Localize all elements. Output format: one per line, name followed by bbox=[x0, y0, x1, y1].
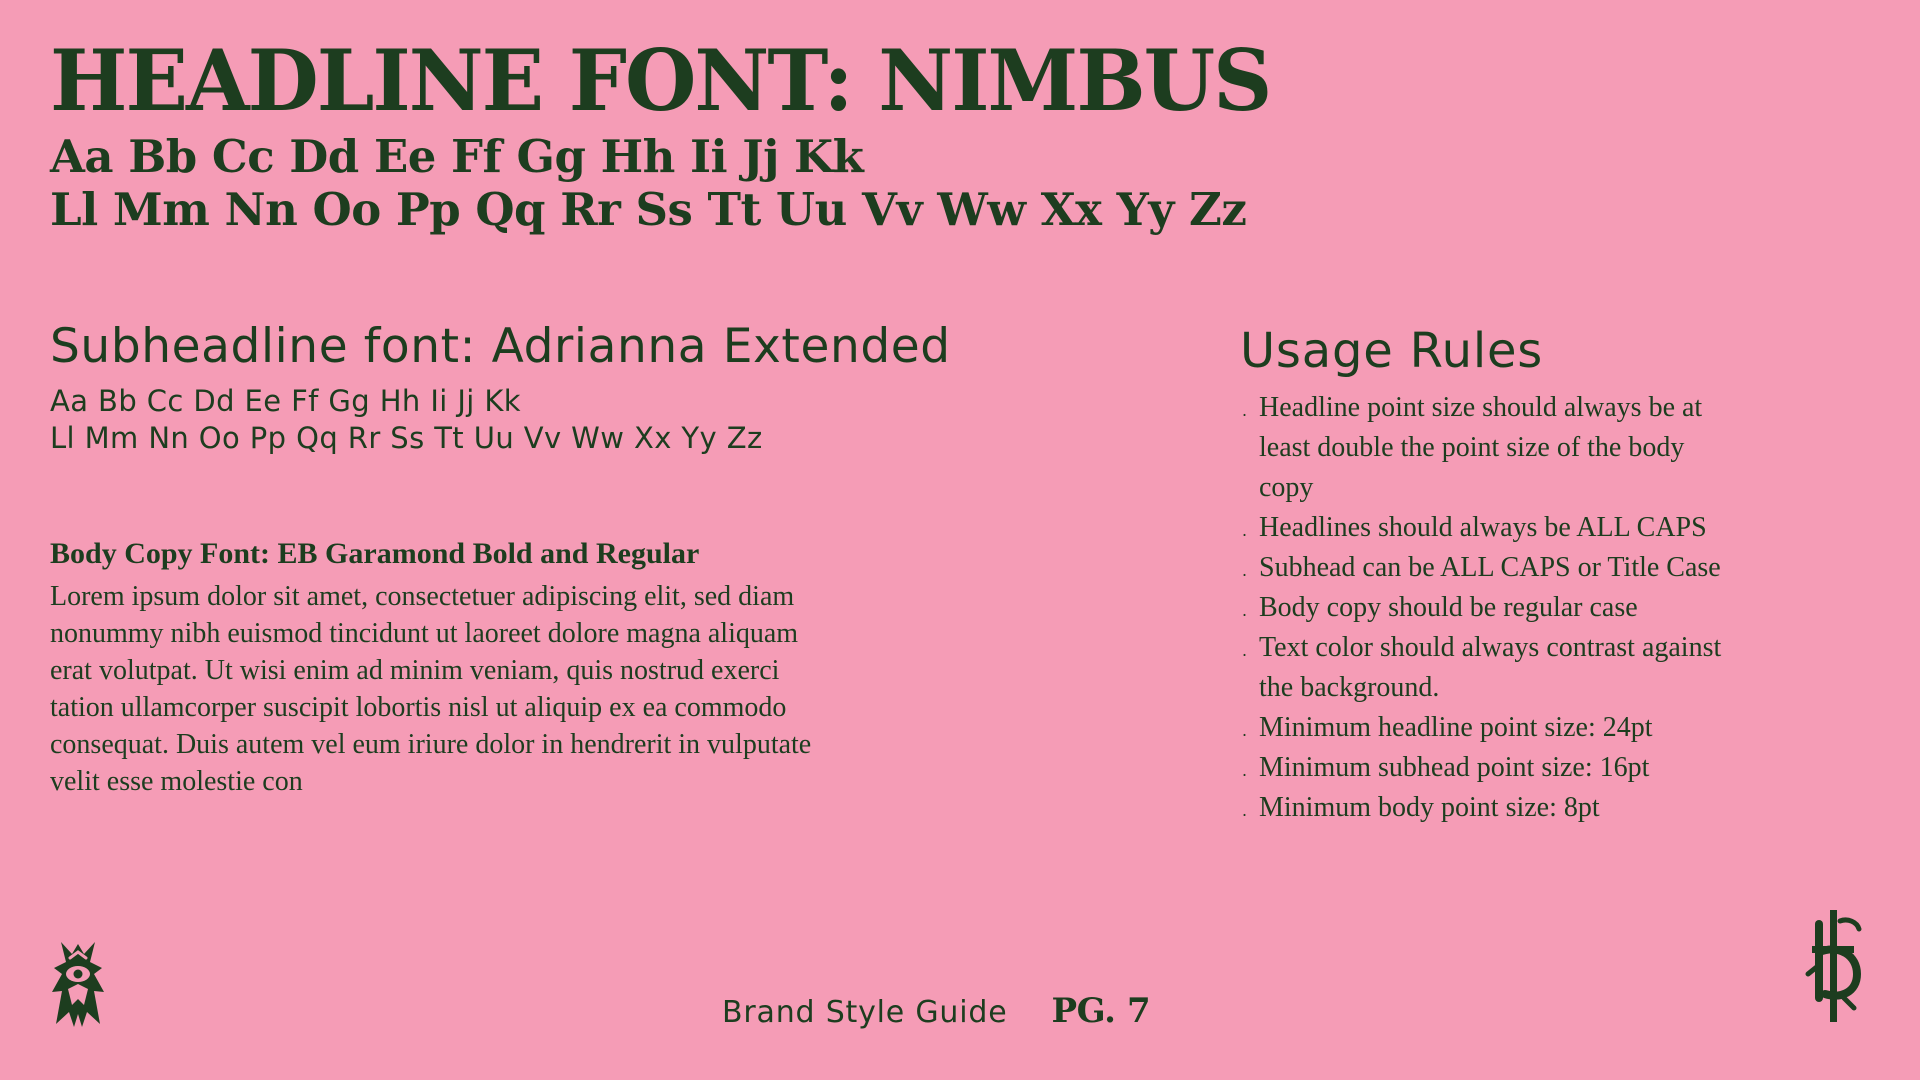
usage-rule-text: Headlines should always be ALL CAPS bbox=[1259, 511, 1707, 543]
body-copy-line: velit esse molestie con bbox=[50, 766, 303, 797]
body-copy-line: Lorem ipsum dolor sit amet, consectetuer adipiscing elit, sed diam bbox=[50, 581, 795, 612]
subheadline-font-section bbox=[50, 319, 1170, 457]
monogram-cross-icon bbox=[1804, 904, 1866, 1030]
usage-rule-line: the background. bbox=[1259, 671, 1440, 703]
usage-rule-item bbox=[1240, 508, 1760, 548]
subheadline-font-title: Subheadline font: Adrianna Extended bbox=[50, 319, 951, 374]
body-copy-section bbox=[50, 536, 920, 800]
body-copy-line: erat volutpat. Ut wisi enim ad minim veniam, quis nostrud exerci bbox=[50, 655, 780, 686]
bullet-icon: · bbox=[1241, 724, 1248, 745]
usage-rule-item bbox=[1240, 548, 1760, 588]
bullet-icon: · bbox=[1241, 604, 1248, 625]
bullet-icon: · bbox=[1241, 404, 1248, 425]
usage-rule-line: Text color should always contrast against bbox=[1259, 631, 1722, 663]
usage-rule-text bbox=[1259, 628, 1721, 708]
headline-alphabet-line: Ll Mm Nn Oo Pp Qq Rr Ss Tt Uu Vv Ww Xx Yy Zz bbox=[50, 183, 1247, 237]
bullet-icon: · bbox=[1241, 564, 1248, 585]
brand-style-guide-label: Brand Style Guide bbox=[722, 995, 1008, 1030]
footer-meta bbox=[722, 991, 1151, 1031]
body-copy-line: nonummy nibh euismod tincidunt ut laoreet dolore magna aliquam bbox=[50, 618, 799, 649]
usage-rule-line: copy bbox=[1259, 471, 1314, 503]
body-copy-title: Body Copy Font: EB Garamond Bold and Regular bbox=[50, 537, 700, 570]
usage-rule-item bbox=[1240, 588, 1760, 628]
usage-rule-item bbox=[1240, 788, 1760, 828]
usage-rule-text: Minimum headline point size: 24pt bbox=[1259, 711, 1653, 743]
usage-rule-text: Minimum body point size: 8pt bbox=[1259, 791, 1600, 823]
bullet-icon: · bbox=[1241, 804, 1248, 825]
body-copy-paragraph bbox=[50, 578, 920, 800]
subheadline-alphabet-line: Ll Mm Nn Oo Pp Qq Rr Ss Tt Uu Vv Ww Xx Yy Zz bbox=[50, 420, 763, 455]
usage-rule-item bbox=[1240, 708, 1760, 748]
usage-rules-list bbox=[1240, 388, 1760, 828]
body-copy-line: consequat. Duis autem vel eum iriure dolor in hendrerit in vulputate bbox=[50, 729, 812, 760]
usage-rule-text: Subhead can be ALL CAPS or Title Case bbox=[1259, 551, 1721, 583]
bullet-icon: · bbox=[1241, 764, 1248, 785]
usage-rule-item bbox=[1240, 388, 1760, 508]
bullet-icon: · bbox=[1241, 644, 1248, 665]
headline-font-section bbox=[50, 31, 1271, 237]
headline-font-alphabet bbox=[50, 130, 1247, 237]
usage-rule-text: Minimum subhead point size: 16pt bbox=[1259, 751, 1650, 783]
page-number-label: PG. 7 bbox=[1051, 991, 1151, 1031]
usage-rule-line: least double the point size of the body bbox=[1259, 431, 1685, 463]
eye-wing-emblem-icon bbox=[48, 934, 108, 1030]
bullet-icon: · bbox=[1241, 524, 1248, 545]
body-copy-line: tation ullamcorper suscipit lobortis nisl ut aliquip ex ea commodo bbox=[50, 692, 787, 723]
subheadline-font-alphabet bbox=[50, 383, 1170, 457]
usage-rule-line: Headline point size should always be at bbox=[1259, 391, 1703, 423]
headline-font-title: HEADLINE FONT: NIMBUS bbox=[50, 31, 1271, 131]
usage-rule-text bbox=[1259, 388, 1702, 508]
usage-rules-title: Usage Rules bbox=[1240, 323, 1544, 379]
headline-alphabet-line: Aa Bb Cc Dd Ee Ff Gg Hh Ii Jj Kk bbox=[50, 130, 864, 184]
subheadline-alphabet-line: Aa Bb Cc Dd Ee Ff Gg Hh Ii Jj Kk bbox=[50, 383, 521, 418]
usage-rule-item bbox=[1240, 628, 1760, 708]
usage-rule-item bbox=[1240, 748, 1760, 788]
usage-rules-section bbox=[1240, 323, 1760, 828]
usage-rule-text: Body copy should be regular case bbox=[1259, 591, 1638, 623]
